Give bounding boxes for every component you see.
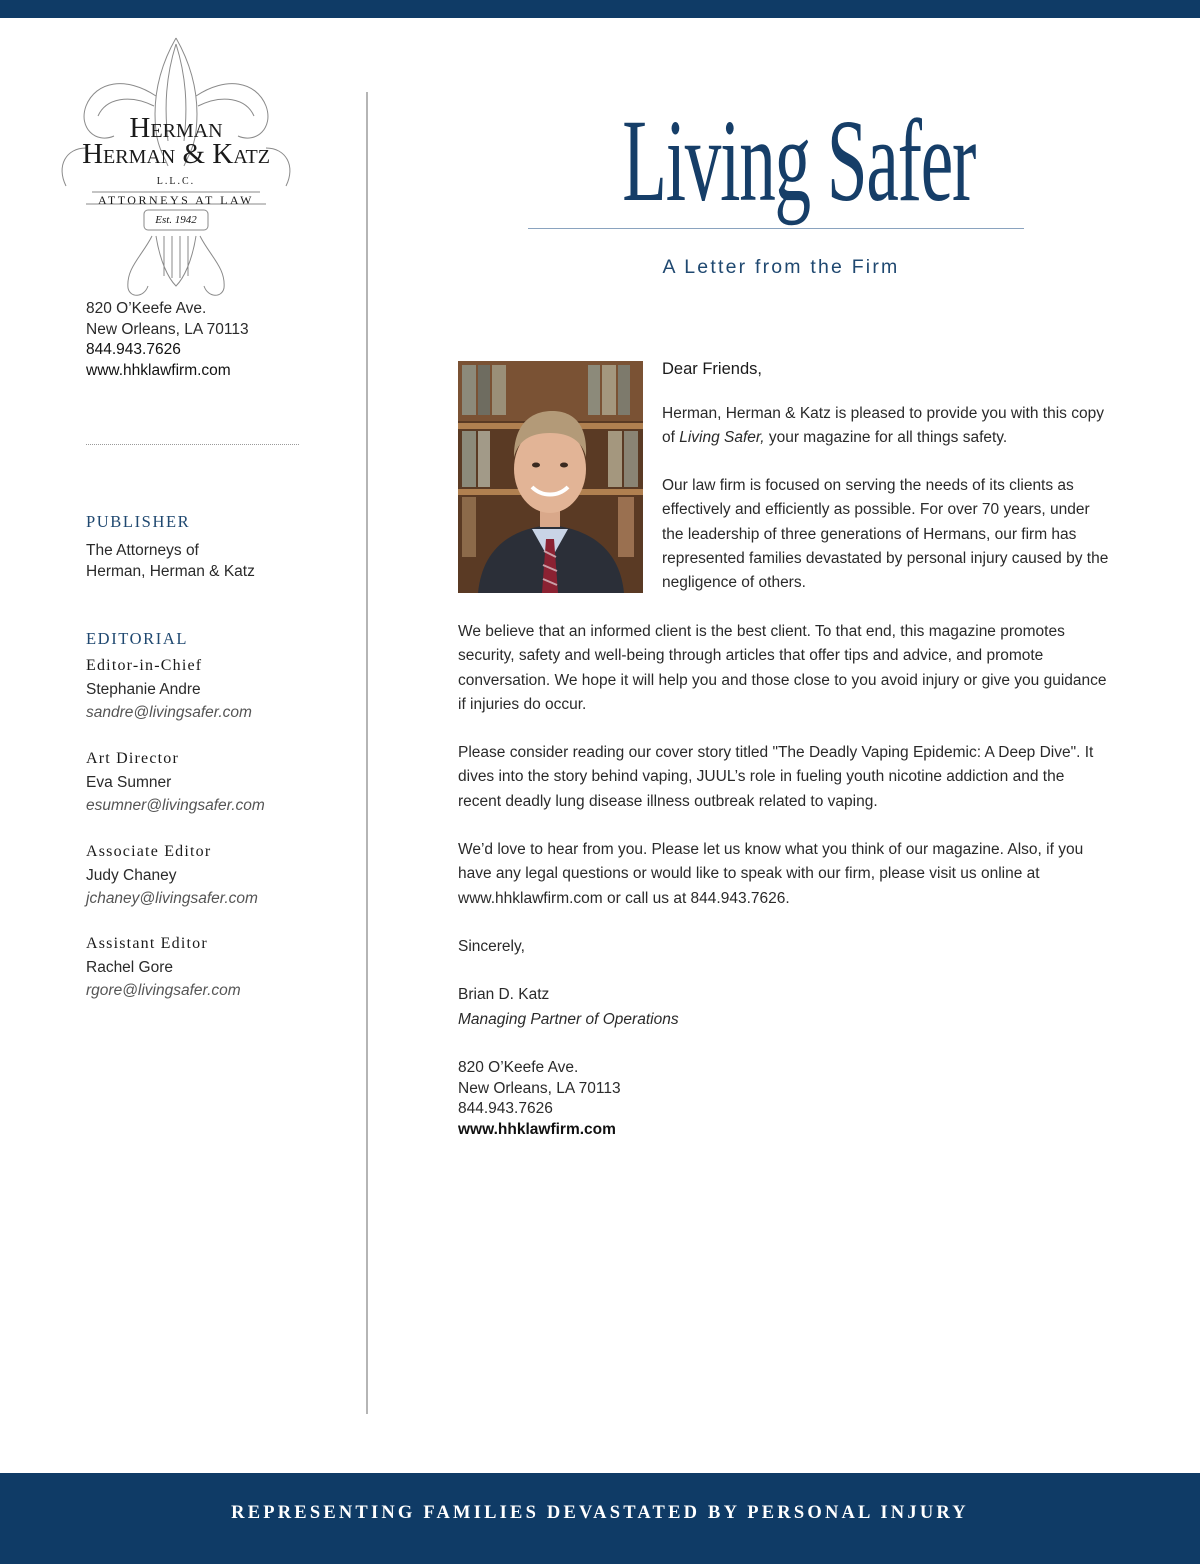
sidebar-address-line1: 820 O’Keefe Ave. bbox=[86, 300, 207, 317]
column-divider bbox=[366, 92, 368, 1414]
top-color-bar bbox=[0, 0, 1200, 18]
letter-address-line2: New Orleans, LA 70113 bbox=[458, 1079, 621, 1097]
logo-tagline: ATTORNEYS AT LAW bbox=[98, 193, 254, 207]
firm-logo bbox=[56, 36, 296, 298]
publisher-line1: The Attorneys of bbox=[86, 542, 199, 559]
letter-paragraph-3: We believe that an informed client is the best client. To that end, this magazine promotes security, safety and well-being through articles that offer tips and advice, and promote conversation. We hope it will help you and those close to you avoid injury or give you guidance if injuries do occur. bbox=[458, 623, 1107, 713]
staff-role: Editor-in-Chief bbox=[86, 657, 203, 674]
logo-line2: Herman & Katz bbox=[82, 138, 270, 170]
sidebar-website-link[interactable]: www.hhklawfirm.com bbox=[86, 361, 231, 379]
magazine-title: Living Safer, bbox=[679, 429, 765, 447]
letter-paragraph-1 bbox=[662, 402, 1112, 451]
staff-name: Judy Chaney bbox=[86, 867, 177, 884]
author-portrait bbox=[458, 361, 643, 593]
letter-paragraph-4: Please consider reading our cover story titled "The Deadly Vaping Epidemic: A Deep Dive". It dives into the story behind vaping, JUUL’s role in fueling youth nicotine addiction and the recent deadly lung disease illness outbreak related to vaping. bbox=[458, 744, 1094, 810]
letter-website-link[interactable]: www.hhklawfirm.com bbox=[458, 1120, 616, 1138]
letter-paragraph-1-text: Herman, Herman & Katz is pleased to provide you with this copy of bbox=[662, 405, 1104, 447]
sidebar-address-line2: New Orleans, LA 70113 bbox=[86, 320, 249, 338]
letter-greeting: Dear Friends, bbox=[662, 360, 762, 378]
sidebar-phone: 844.943.7626 bbox=[86, 341, 181, 358]
staff-name: Stephanie Andre bbox=[86, 681, 201, 698]
letter-address-line1: 820 O’Keefe Ave. bbox=[458, 1059, 579, 1076]
masthead bbox=[528, 86, 1024, 236]
staff-email-link[interactable]: esumner@livingsafer.com bbox=[86, 797, 265, 814]
portrait-image bbox=[458, 361, 643, 593]
masthead-title: Living Safer bbox=[622, 95, 976, 226]
publisher-line2: Herman, Herman & Katz bbox=[86, 563, 255, 580]
staff-email-link[interactable]: rgore@livingsafer.com bbox=[86, 982, 241, 999]
staff-role: Associate Editor bbox=[86, 843, 212, 860]
staff-role: Art Director bbox=[86, 750, 180, 767]
letter-paragraph-2: Our law firm is focused on serving the needs of its clients as effectively and efficiently as possible. For over 70 years, under the leadership of three generations of Hermans, our firm has represented families devastated by personal injury caused by the negligence of others. bbox=[662, 477, 1109, 592]
logo-llc: L.L.C. bbox=[156, 176, 196, 187]
logo-established: Est. 1942 bbox=[155, 214, 197, 226]
staff-email-link[interactable]: sandre@livingsafer.com bbox=[86, 704, 252, 721]
staff-name: Eva Sumner bbox=[86, 774, 172, 791]
publisher-heading: PUBLISHER bbox=[86, 512, 191, 531]
footer-tagline: REPRESENTING FAMILIES DEVASTATED BY PERSONAL INJURY bbox=[231, 1503, 969, 1523]
masthead-subtitle: A Letter from the Firm bbox=[662, 256, 900, 278]
sidebar-divider bbox=[86, 444, 299, 445]
letter-phone: 844.943.7626 bbox=[458, 1100, 553, 1117]
letter-paragraph-5: We’d love to hear from you. Please let us know what you think of our magazine. Also, if you have any legal questions or would like to speak with our firm, please visit us online at www.hhklawfirm.com or call us at 844.943.7626. bbox=[458, 841, 1084, 907]
letter-closing: Sincerely, bbox=[458, 938, 525, 955]
footer-bar bbox=[0, 1473, 1200, 1564]
sidebar-contact bbox=[86, 299, 249, 381]
signer-name: Brian D. Katz bbox=[458, 986, 550, 1003]
letter-contact bbox=[458, 1058, 621, 1140]
letter-paragraph-1-end: your magazine for all things safety. bbox=[764, 429, 1008, 447]
masthead-rule bbox=[528, 228, 1024, 229]
editorial-heading: EDITORIAL bbox=[86, 629, 189, 648]
logo-line1: Herman bbox=[129, 112, 223, 144]
staff-role: Assistant Editor bbox=[86, 935, 208, 952]
staff-email-link[interactable]: jchaney@livingsafer.com bbox=[86, 890, 258, 907]
staff-name: Rachel Gore bbox=[86, 959, 174, 976]
signer-title: Managing Partner of Operations bbox=[458, 1011, 679, 1028]
